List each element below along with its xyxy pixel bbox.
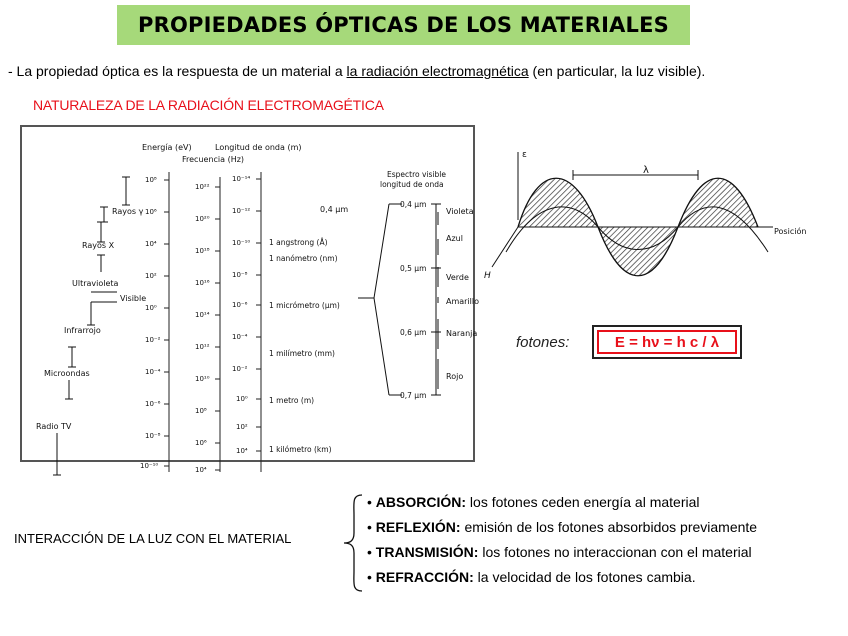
band-microwave: Microondas [44, 369, 90, 378]
energy-tick: 10⁸ [145, 176, 157, 184]
wavelength-header: Longitud de onda (m) [215, 143, 302, 152]
intro-suffix: (en particular, la luz visible). [528, 63, 706, 79]
section-title: NATURALEZA DE LA RADIACIÓN ELECTROMAGÉTICA [33, 97, 384, 113]
interaction-desc: la velocidad de los fotones cambia. [473, 569, 696, 585]
unit-label: 0,4 μm [320, 205, 349, 214]
band-visible: Visible [120, 294, 147, 303]
wavelength-tick: 10⁰ [236, 395, 248, 403]
band-gamma: Rayos γ [112, 207, 144, 216]
h-axis [492, 227, 518, 267]
list-item: • REFLEXIÓN: emisión de los fotones absorbidos previamente [367, 519, 758, 535]
frequency-tick: 10⁸ [195, 407, 207, 415]
unit-label: 1 milímetro (mm) [269, 349, 335, 358]
intro-prefix: - La propiedad óptica es la respuesta de un material a [8, 63, 347, 79]
interaction-term: ABSORCIÓN: [375, 494, 467, 510]
energy-tick: 10⁻⁴ [145, 368, 161, 376]
wavelength-tick: 10⁻¹² [232, 207, 251, 215]
visible-tick: 0,4 μm [400, 200, 427, 209]
color-label: Violeta [446, 207, 474, 216]
visible-tick: 0,7 μm [400, 391, 427, 400]
interaction-term: TRANSMISIÓN: [375, 544, 479, 560]
frequency-tick: 10⁶ [195, 439, 207, 447]
unit-label: 1 metro (m) [269, 396, 315, 405]
frequency-ticks [195, 183, 220, 474]
unit-label: 1 micrómetro (μm) [269, 301, 340, 310]
title-banner [117, 5, 690, 45]
wavelength-tick: 10⁻⁶ [232, 301, 248, 309]
frequency-header: Frecuencia (Hz) [182, 155, 245, 164]
frequency-tick: 10¹⁶ [195, 279, 210, 287]
list-item: • ABSORCIÓN: los fotones ceden energía al material [367, 494, 700, 510]
visible-connector [358, 204, 402, 395]
energy-tick: 10⁻⁸ [145, 432, 161, 440]
intro-text [8, 63, 705, 79]
color-label: Rojo [446, 372, 464, 381]
interaction-desc: los fotones no interaccionan con el material [478, 544, 752, 560]
frequency-tick: 10⁴ [195, 466, 207, 474]
visible-tick: 0,6 μm [400, 328, 427, 337]
interaction-desc: emisión de los fotones absorbidos previamente [460, 519, 758, 535]
interaction-list [367, 491, 757, 591]
unit-label: 1 angstrong (Å) [269, 238, 328, 247]
frequency-tick: 10¹⁴ [195, 311, 210, 319]
interaction-term: REFLEXIÓN: [375, 519, 461, 535]
band-ir: Infrarrojo [64, 326, 101, 335]
interaction-label: INTERACCIÓN DE LA LUZ CON EL MATERIAL [14, 531, 292, 546]
energy-tick: 10² [145, 272, 157, 280]
visible-subheader: longitud de onda [380, 180, 444, 189]
energy-tick: 10⁻¹⁰ [140, 462, 159, 470]
em-wave-diagram [478, 142, 828, 292]
wavelength-tick: 10⁻¹⁰ [232, 239, 251, 247]
color-label: Amarillo [446, 297, 480, 306]
photon-energy-formula: E = hν = h c / λ [597, 330, 737, 354]
wavelength-tick: 10⁻² [232, 365, 248, 373]
wavelength-tick: 10⁻¹⁴ [232, 175, 251, 183]
unit-label: 1 nanómetro (nm) [269, 254, 338, 263]
frequency-tick: 10²⁰ [195, 215, 210, 223]
interaction-desc: los fotones ceden energía al material [466, 494, 700, 510]
energy-tick: 10⁶ [145, 208, 157, 216]
spectrum-svg [22, 127, 480, 474]
band-uv: Ultravioleta [72, 279, 119, 288]
band-xray: Rayos X [82, 241, 115, 250]
interaction-term: REFRACCIÓN: [375, 569, 474, 585]
visible-tick: 0,5 μm [400, 264, 427, 273]
wavelength-tick: 10⁻⁸ [232, 271, 248, 279]
brace-icon [342, 493, 366, 593]
formula-box [592, 325, 742, 359]
energy-tick: 10⁻² [145, 336, 161, 344]
list-item: • TRANSMISIÓN: los fotones no interaccionan con el material [367, 544, 752, 560]
color-label: Verde [446, 273, 469, 282]
frequency-tick: 10²² [195, 183, 210, 191]
energy-tick: 10⁰ [145, 304, 157, 312]
frequency-tick: 10¹⁸ [195, 247, 210, 255]
unit-label: 1 kilómetro (km) [269, 445, 332, 454]
energy-header: Energía (eV) [142, 143, 192, 152]
visible-header: Espectro visible [387, 170, 446, 179]
color-label: Naranja [446, 329, 478, 338]
energy-tick: 10⁴ [145, 240, 157, 248]
frequency-tick: 10¹² [195, 343, 210, 351]
h-label: H [484, 271, 491, 281]
visible-scale [400, 200, 441, 400]
intro-link: la radiación electromagnética [346, 63, 529, 79]
page-title: PROPIEDADES ÓPTICAS DE LOS MATERIALES [137, 13, 670, 37]
wavelength-tick: 10⁴ [236, 447, 248, 455]
energy-ticks [140, 176, 169, 470]
band-radio: Radio TV [36, 422, 72, 431]
wavelength-tick: 10⁻⁴ [232, 333, 248, 341]
list-item: • REFRACCIÓN: la velocidad de los fotones cambia. [367, 569, 696, 585]
lambda-label: λ [643, 165, 649, 176]
position-label: Posición [774, 227, 807, 236]
wavelength-ticks [232, 175, 261, 455]
color-label: Azul [446, 234, 463, 243]
energy-tick: 10⁻⁶ [145, 400, 161, 408]
photon-label: fotones: [516, 334, 570, 351]
frequency-tick: 10¹⁰ [195, 375, 210, 383]
wavelength-tick: 10² [236, 423, 248, 431]
e-label: ε [522, 150, 527, 160]
spectrum-diagram [20, 125, 480, 474]
